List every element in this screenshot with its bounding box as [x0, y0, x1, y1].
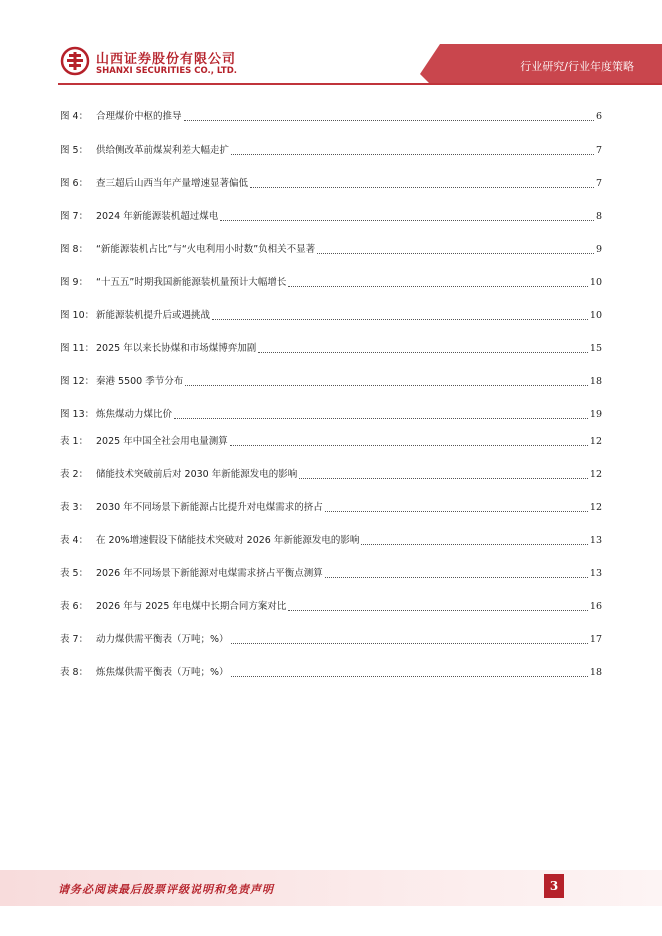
table-page: 13 [589, 568, 602, 579]
figure-entry[interactable] [60, 110, 602, 124]
figure-page: 10 [589, 310, 602, 321]
figure-title: 秦港 5500 季节分布 [96, 376, 184, 387]
dot-leader [230, 444, 588, 446]
dot-leader [299, 477, 588, 479]
figure-number: 图 13： [60, 409, 95, 420]
figure-number: 图 12： [60, 376, 95, 387]
table-title: 2030 年不同场景下新能源占比提升对电煤需求的挤占 [96, 502, 323, 513]
company-name-cn: 山西证券股份有限公司 [96, 52, 237, 67]
dot-leader [317, 252, 594, 254]
figure-page: 7 [595, 178, 602, 189]
company-name-en: SHANXI SECURITIES CO., LTD. [96, 66, 238, 76]
table-page: 17 [589, 634, 602, 645]
table-entry[interactable] [60, 633, 602, 647]
figure-page: 8 [595, 211, 602, 222]
table-page: 13 [589, 535, 602, 546]
figure-title: 炼焦煤动力煤比价 [96, 409, 173, 420]
figure-title: 合理煤价中枢的推导 [96, 111, 182, 122]
figure-title: 供给侧改革前煤炭利差大幅走扩 [96, 145, 230, 156]
page-footer [0, 870, 662, 910]
figure-title: 查三超后山西当年产量增速显著偏低 [96, 178, 249, 189]
dot-leader [325, 576, 588, 578]
figure-number: 图 9： [60, 277, 89, 288]
figure-title: 2025 年以来长协煤和市场煤博弈加剧 [96, 343, 257, 354]
table-number: 表 6： [60, 601, 89, 612]
dot-leader [288, 285, 588, 287]
dot-leader [174, 417, 588, 419]
table-page: 12 [589, 436, 602, 447]
page-number: 3 [544, 874, 564, 898]
figure-page: 10 [589, 277, 602, 288]
table-title: 动力煤供需平衡表（万吨；%） [96, 634, 229, 645]
table-number: 表 2： [60, 469, 89, 480]
table-number: 表 7： [60, 634, 89, 645]
table-page: 18 [589, 667, 602, 678]
figure-number: 图 10： [60, 310, 95, 321]
company-logo-icon [60, 46, 90, 76]
dot-leader [185, 384, 588, 386]
figure-title: “新能源装机占比”与“火电利用小时数”负相关不显著 [96, 244, 316, 255]
figure-entry[interactable] [60, 177, 602, 191]
table-entry[interactable] [60, 534, 602, 548]
figure-number: 图 6： [60, 178, 89, 189]
figure-page: 19 [589, 409, 602, 420]
dot-leader [250, 186, 594, 188]
figure-entry[interactable] [60, 375, 602, 389]
figure-page: 9 [595, 244, 602, 255]
table-page: 16 [589, 601, 602, 612]
table-entry[interactable] [60, 435, 602, 449]
figure-entry[interactable] [60, 309, 602, 323]
table-entry[interactable] [60, 468, 602, 482]
figure-title: 新能源装机提升后或遇挑战 [96, 310, 211, 321]
table-page: 12 [589, 469, 602, 480]
figure-number: 图 8： [60, 244, 89, 255]
figure-page: 6 [595, 111, 602, 122]
page-header [0, 0, 662, 100]
figure-title: 2024 年新能源装机超过煤电 [96, 211, 219, 222]
table-entry[interactable] [60, 600, 602, 614]
figure-entry[interactable] [60, 408, 602, 422]
figure-entry[interactable] [60, 210, 602, 224]
dot-leader [361, 543, 588, 545]
table-entry[interactable] [60, 666, 602, 680]
figure-page: 7 [595, 145, 602, 156]
figure-page: 15 [589, 343, 602, 354]
table-title: 储能技术突破前后对 2030 年新能源发电的影响 [96, 469, 298, 480]
table-number: 表 3： [60, 502, 89, 513]
figure-page: 18 [589, 376, 602, 387]
table-entry[interactable] [60, 501, 602, 515]
dot-leader [220, 219, 594, 221]
table-number: 表 5： [60, 568, 89, 579]
disclaimer-text: 请务必阅读最后股票评级说明和免责声明 [58, 883, 274, 896]
figure-title: “十五五”时期我国新能源装机量预计大幅增长 [96, 277, 287, 288]
figure-number: 图 4： [60, 111, 89, 122]
table-number: 表 4： [60, 535, 89, 546]
table-title: 2026 年不同场景下新能源对电煤需求挤占平衡点测算 [96, 568, 323, 579]
table-title: 炼焦煤供需平衡表（万吨；%） [96, 667, 229, 678]
dot-leader [231, 153, 594, 155]
dot-leader [212, 318, 588, 320]
figure-number: 图 7： [60, 211, 89, 222]
figure-entry[interactable] [60, 243, 602, 257]
table-page: 12 [589, 502, 602, 513]
dot-leader [231, 675, 588, 677]
table-number: 表 8： [60, 667, 89, 678]
figure-entry[interactable] [60, 276, 602, 290]
figure-number: 图 5： [60, 145, 89, 156]
dot-leader [325, 510, 588, 512]
dot-leader [184, 119, 594, 121]
figure-number: 图 11： [60, 343, 95, 354]
table-number: 表 1： [60, 436, 89, 447]
table-entry[interactable] [60, 567, 602, 581]
table-list [60, 435, 602, 705]
dot-leader [288, 609, 587, 611]
table-title: 2025 年中国全社会用电量测算 [96, 436, 228, 447]
dot-leader [231, 642, 588, 644]
figure-list [60, 110, 602, 420]
figure-entry[interactable] [60, 342, 602, 356]
figure-entry[interactable] [60, 144, 602, 158]
table-title: 2026 年与 2025 年电煤中长期合同方案对比 [96, 601, 287, 612]
report-section-label: 行业研究/行业年度策略 [520, 60, 634, 73]
header-divider [58, 83, 662, 85]
table-title: 在 20%增速假设下储能技术突破对 2026 年新能源发电的影响 [96, 535, 360, 546]
dot-leader [258, 351, 588, 353]
